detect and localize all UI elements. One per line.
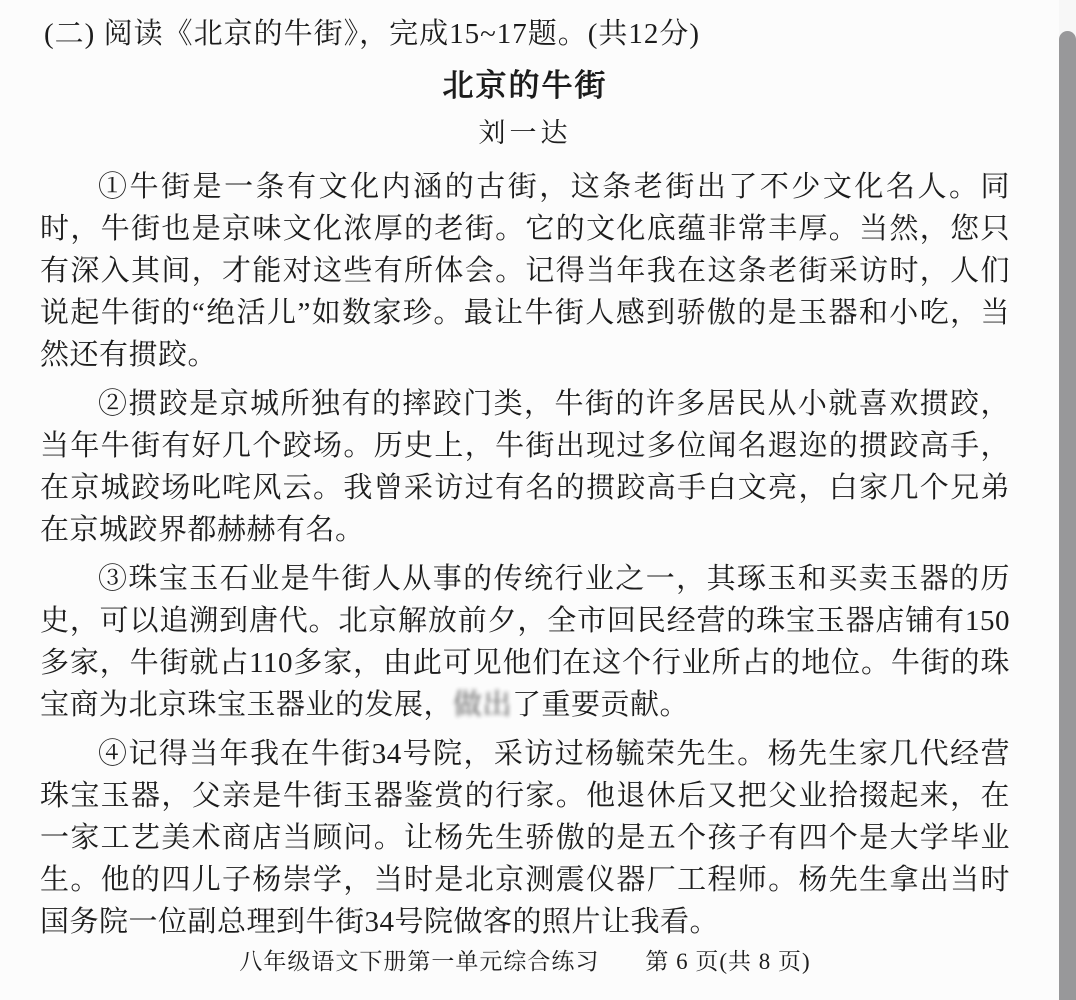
article-author: 刘一达 [478,118,572,148]
paragraph-text: ①牛街是一条有文化内涵的古街，这条老街出了不少文化名人。同时，牛街也是京味文化浓厚的老街。它的文化底蕴非常丰厚。当然，您只有深入其间，才能对这些有所体会。记得当年我在这条老街采访时，人们说起牛街的“绝活儿”如数家珍。最让牛街人感到骄傲的是玉器和小吃，当然还有掼跤。 [40,171,1010,371]
scrollbar-thumb[interactable] [1059,31,1076,1000]
paragraph-text: 了重要贡献。 [512,689,690,721]
page-footer [40,943,1010,976]
footer-page-indicator: 第 6 页(共 8 页) [645,949,811,974]
section-header: (二) 阅读《北京的牛街》，完成15~17题。(共12分) [44,18,701,50]
scrollbar-track[interactable] [1059,0,1076,1000]
article-paragraph-4 [40,733,1010,943]
footer-book-title: 八年级语文下册第一单元综合练习 [239,949,600,974]
article-paragraph-1 [40,166,1010,376]
paragraph-text: ②掼跤是京城所独有的摔跤门类，牛街的许多居民从小就喜欢掼跤，当年牛街有好几个跤场。历史上，牛街出现过多位闻名遐迩的掼跤高手，在京城跤场叱咤风云。我曾采访过有名的掼跤高手白文亮，白家几个兄弟在京城跤界都赫赫有名。 [40,388,1010,546]
article-body [40,166,1010,943]
paragraph-text: ④记得当年我在牛街34号院，采访过杨毓荣先生。杨先生家几代经营珠宝玉器，父亲是牛街玉器鉴赏的行家。他退休后又把父业拾掇起来，在一家工艺美术商店当顾问。让杨先生骄傲的是五个孩子有四个是大学毕业生。他的四儿子杨崇学，当时是北京测震仪器厂工程师。杨先生拿出当时国务院一位副总理到牛街34号院做客的照片让我看。 [40,738,1010,938]
article-title: 北京的牛街 [442,68,608,103]
smudged-text: 做出 [453,689,513,721]
article-paragraph-2 [40,383,1010,551]
paragraph-text: ③珠宝玉石业是牛街人从事的传统行业之一，其琢玉和买卖玉器的历史，可以追溯到唐代。北京解放前夕，全市回民经营的珠宝玉器店铺有150多家，牛街就占110多家，由此可见他们在这个行业所占的地位。牛街的珠宝商为北京珠宝玉器业的发展， [40,563,1010,721]
article-paragraph-3 [40,558,1010,726]
